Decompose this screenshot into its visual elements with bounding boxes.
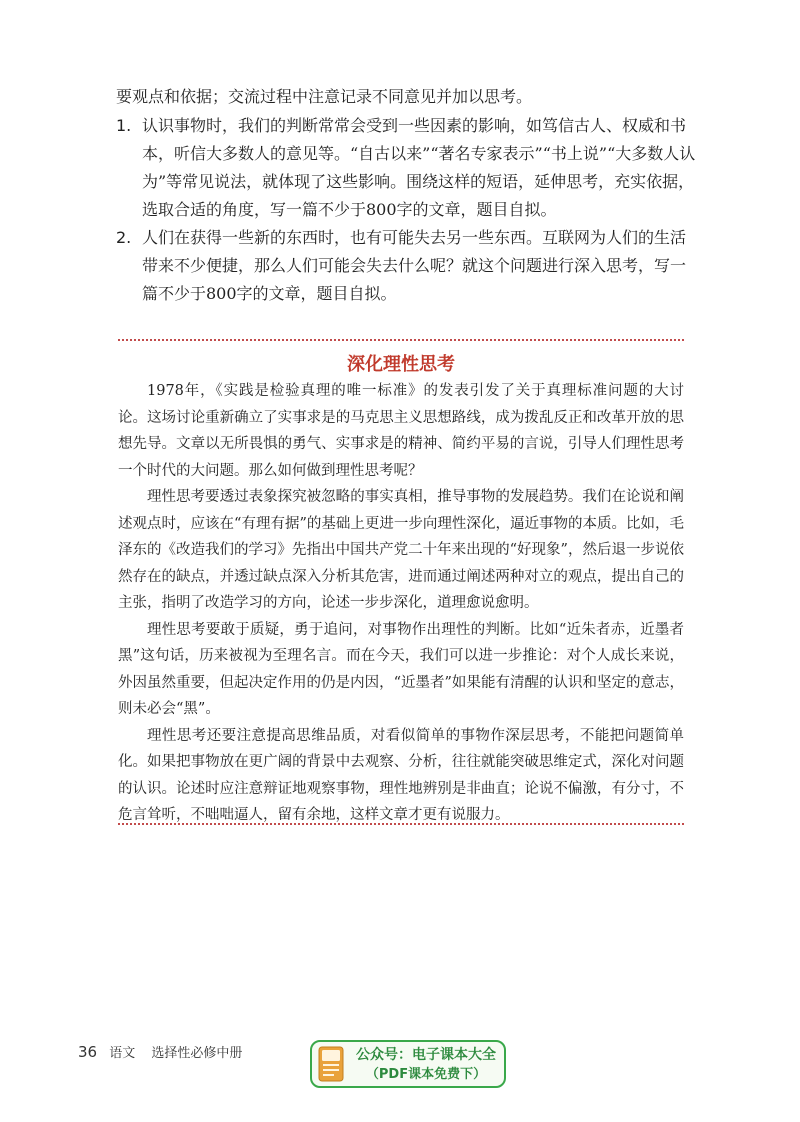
paragraph: 理性思考要透过表象探究被忽略的事实真相，推导事物的发展趋势。我们在论说和阐述观点时，应该在“有理有据”的基础上更进一步向理性深化，逼近事物的本质。比如，毛泽东的《改造我们的学习》先指出中国共产党二十年来出现的“好现象”，然后退一步说依然存在的缺点，并透过缺点深入分析其危害，进而通过阐述两种对立的观点，提出自己的主张，指明了改造学习的方向，论述一步步深化，道理愈说愈明。 bbox=[118, 489, 684, 611]
section-title: 深化理性思考 bbox=[347, 354, 455, 375]
item-text: 人们在获得一些新的东西时，也有可能失去另一些东西。互联网为人们的生活带来不少便捷，那么人们可能会失去什么呢？就这个问题进行深入思考，写一篇不少于800字的文章，题目自拟。 bbox=[142, 228, 687, 303]
watermark-badge bbox=[310, 1040, 506, 1088]
page-footer bbox=[78, 1042, 242, 1061]
paragraph: 1978年，《实践是检验真理的唯一标准》的发表引发了关于真理标准问题的大讨论。这场讨论重新确立了实事求是的马克思主义思想路线，成为拨乱反正和改革开放的思想先导。文章以无所畏惧的勇气、实事求是的精神、简约平易的言说，引导人们理性思考一个时代的大问题。那么如何做到理性思考呢？ bbox=[118, 383, 684, 479]
volume-title: 选择性必修中册 bbox=[151, 1046, 243, 1061]
book-icon bbox=[318, 1046, 344, 1082]
badge-line-1: 公众号：电子课本大全 bbox=[356, 1047, 496, 1063]
paragraph: 理性思考还要注意提高思维品质，对看似简单的事物作深层思考，不能把问题简单化。如果把事物放在更广阔的背景中去观察、分析，往往就能突破思维定式，深化对问题的认识。论述时应注意辩证地观察事物，理性地辨别是非曲直；论说不偏激，有分寸，不危言耸听，不咄咄逼人，留有余地，这样文章才更有说服力。 bbox=[118, 727, 684, 823]
paragraph: 理性思考要敢于质疑，勇于追问，对事物作出理性的判断。比如“近朱者赤，近墨者黑”这句话，历来被视为至理名言。而在今天，我们可以进一步推论：对个人成长来说，外因虽然重要，但起决定作用的仍是内因，“近墨者”如果能有清醒的认识和坚定的意志，则未必会“黑”。 bbox=[118, 621, 684, 717]
item-number: 1. bbox=[116, 116, 132, 135]
section-divider-bottom bbox=[118, 823, 684, 825]
task-item-1 bbox=[116, 112, 696, 224]
section-divider-top bbox=[118, 339, 684, 341]
section-body bbox=[118, 378, 684, 829]
writing-tasks bbox=[116, 82, 696, 308]
page-number: 36 bbox=[78, 1043, 98, 1061]
badge-line-2: （PDF课本免费下） bbox=[365, 1067, 487, 1082]
continued-text: 要观点和依据；交流过程中注意记录不同意见并加以思考。 bbox=[116, 87, 533, 106]
item-number: 2. bbox=[116, 228, 132, 247]
task-item-2 bbox=[116, 224, 696, 308]
item-text: 认识事物时，我们的判断常常会受到一些因素的影响，如笃信古人、权威和书本，听信大多数人的意见等。“自古以来”“著名专家表示”“书上说”“大多数人认为”等常见说法，就体现了这些影响。围绕这样的短语，延伸思考，充实依据，选取合适的角度，写一篇不少于800字的文章，题目自拟。 bbox=[142, 116, 696, 219]
book-title: 语文 bbox=[109, 1046, 136, 1061]
